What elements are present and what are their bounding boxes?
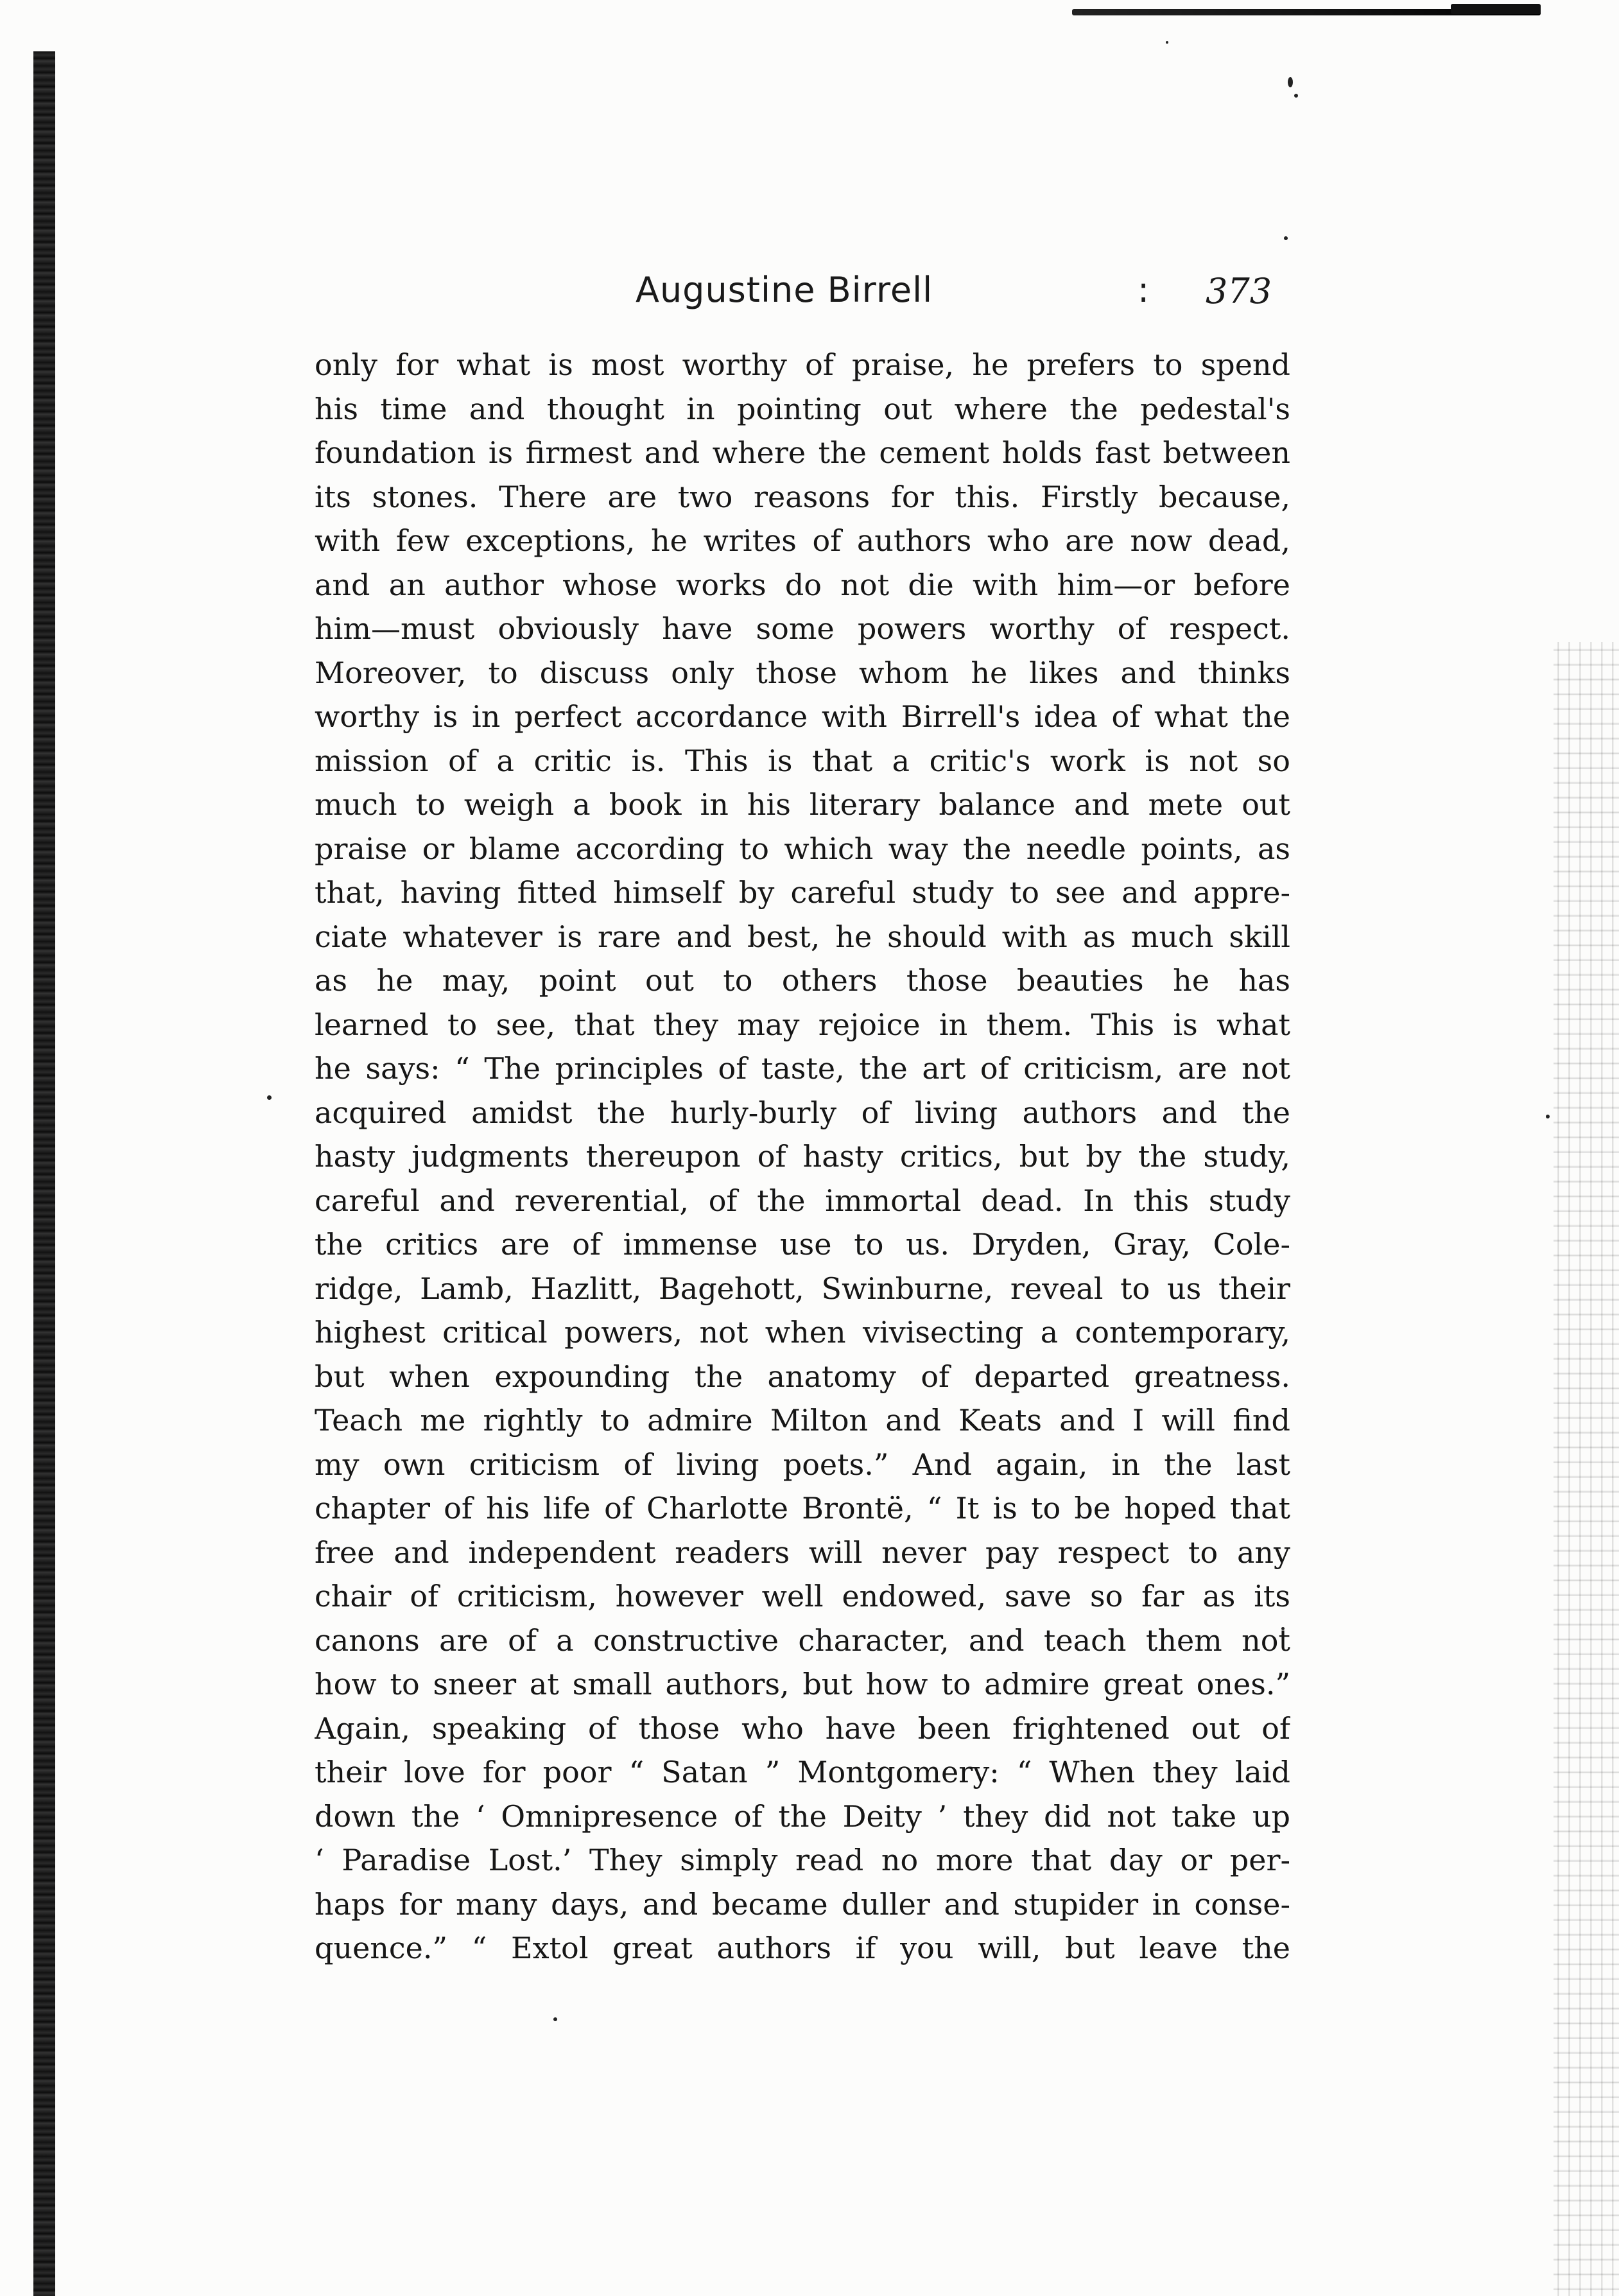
page-number: 373: [1206, 271, 1272, 311]
text-line: him—must obviously have some powers worthy of respect.: [315, 611, 1290, 646]
text-line: only for what is most worthy of praise, he prefers to spend: [315, 347, 1290, 382]
text-line: careful and reverential, of the immortal dead. In this study: [315, 1183, 1290, 1218]
text-line: and an author whose works do not die with him—or before: [315, 567, 1290, 602]
speck: [267, 1095, 272, 1100]
text-line: learned to see, that they may rejoice in them. This is what: [315, 1007, 1290, 1042]
speck: [1546, 1115, 1550, 1118]
text-line: free and independent readers will never pay respect to any: [315, 1535, 1290, 1570]
running-head: [0, 270, 1619, 327]
text-line: how to sneer at small authors, but how to admire great ones.”: [315, 1667, 1290, 1701]
body-text: [315, 343, 1290, 1970]
text-line: my own criticism of living poets.” And again, in the last: [315, 1447, 1290, 1482]
text-line: quence.” “ Extol great authors if you will, but leave the: [315, 1931, 1290, 1965]
text-line: ciate whatever is rare and best, he should with as much skill: [315, 919, 1290, 954]
text-line: ridge, Lamb, Hazlitt, Bagehott, Swinburne, reveal to us their: [315, 1271, 1290, 1306]
running-head-separator: :: [1138, 270, 1150, 310]
text-line: ‘ Paradise Lost.’ They simply read no more that day or per-: [315, 1843, 1290, 1877]
text-line: chair of criticism, however well endowed, save so far as its: [315, 1579, 1290, 1613]
text-line: as he may, point out to others those beauties he has: [315, 963, 1290, 998]
text-line: his time and thought in pointing out where the pedestal's: [315, 391, 1290, 426]
speck: [1294, 94, 1298, 98]
text-line: he says: “ The principles of taste, the art of criticism, are not: [315, 1051, 1290, 1086]
speck: [1166, 41, 1168, 44]
text-line: Moreover, to discuss only those whom he likes and thinks: [315, 655, 1290, 690]
text-line: worthy is in perfect accordance with Birrell's idea of what the: [315, 699, 1290, 734]
text-line: mission of a critic is. This is that a critic's work is not so: [315, 743, 1290, 778]
text-line: canons are of a constructive character, and teach them not: [315, 1622, 1290, 1658]
binding-edge: [33, 51, 55, 2296]
text-line: Again, speaking of those who have been frightened out of: [315, 1710, 1290, 1746]
text-line: down the ‘ Omnipresence of the Deity ’ they did not take up: [315, 1798, 1290, 1834]
running-head-title: Augustine Birrell: [636, 270, 933, 310]
scan-edge-noise: [1554, 642, 1619, 2296]
speck: [1284, 236, 1288, 240]
text-line: Teach me rightly to admire Milton and Keats and I will find: [315, 1403, 1290, 1438]
text-line: haps for many days, and became duller and stupider in conse-: [315, 1886, 1290, 1922]
text-line: but when expounding the anatomy of departed greatness.: [315, 1359, 1290, 1394]
text-line: hasty judgments thereupon of hasty critics, but by the study,: [315, 1139, 1290, 1174]
speck: [553, 2017, 557, 2021]
text-line: its stones. There are two reasons for this. Firstly because,: [315, 479, 1290, 514]
text-line: the critics are of immense use to us. Dryden, Gray, Cole-: [315, 1227, 1290, 1262]
text-line: with few exceptions, he writes of authors who are now dead,: [315, 523, 1290, 558]
text-line: highest critical powers, not when vivisecting a contemporary,: [315, 1315, 1290, 1350]
text-line: foundation is firmest and where the cement holds fast between: [315, 435, 1290, 470]
text-line: praise or blame according to which way the needle points, as: [315, 831, 1290, 866]
text-line: acquired amidst the hurly-burly of living authors and the: [315, 1095, 1290, 1130]
text-line: chapter of his life of Charlotte Brontë, “ It is to be hoped that: [315, 1491, 1290, 1526]
top-rule-tail: [1451, 4, 1541, 14]
text-line: much to weigh a book in his literary balance and mete out: [315, 787, 1290, 822]
text-line: that, having fitted himself by careful study to see and appre-: [315, 875, 1290, 910]
text-line: their love for poor “ Satan ” Montgomery: “ When they laid: [315, 1755, 1290, 1789]
speck: [1288, 77, 1293, 87]
